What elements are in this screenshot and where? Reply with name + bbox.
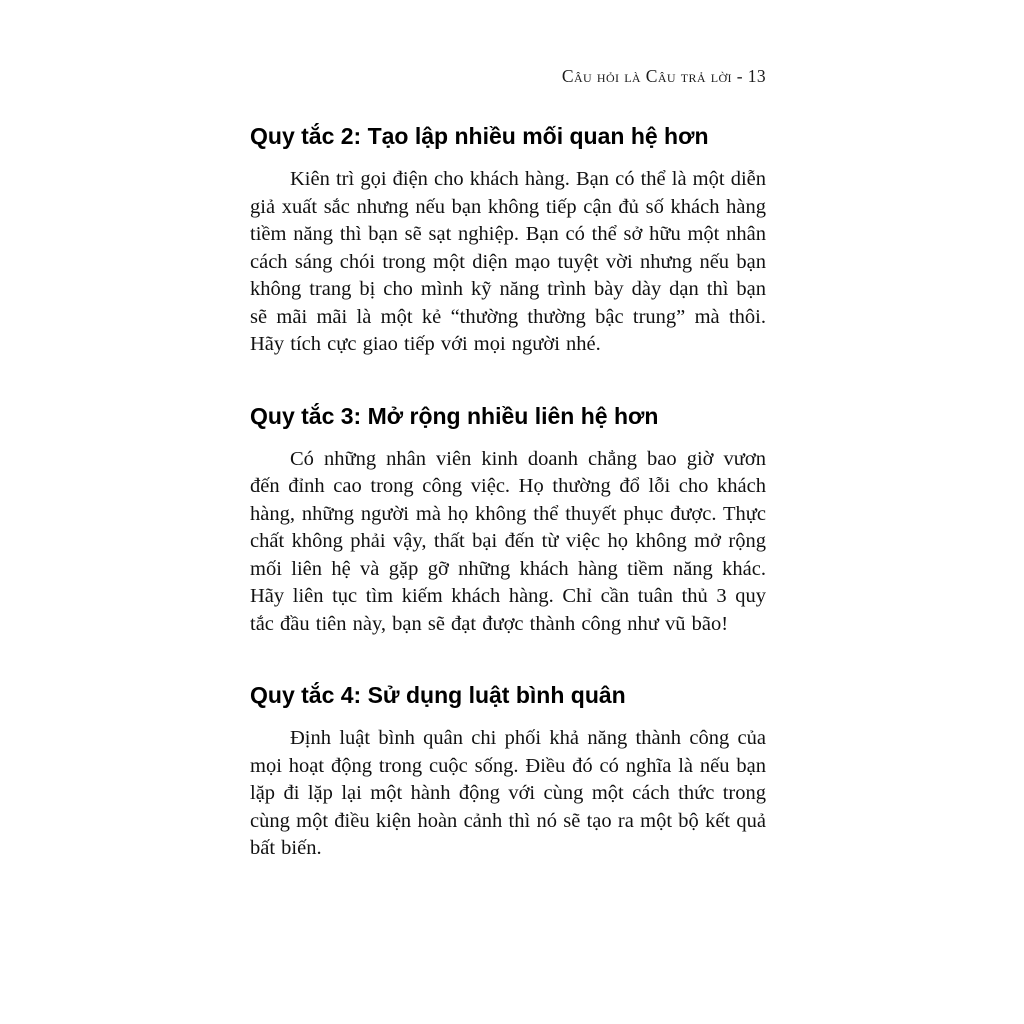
page-content: [250, 66, 766, 863]
section-body: Có những nhân viên kinh doanh chẳng bao giờ vươn đến đỉnh cao trong công việc. Họ thường đổ lỗi cho khách hàng, những người mà họ không thể thuyết phục được. Thực chất không phải vậy, thất bại đến từ việc họ không mở rộng mối liên hệ và gặp gỡ những khách hàng tiềm năng khác. Hãy liên tục tìm kiếm khách hàng. Chỉ cần tuân thủ 3 quy tắc đầu tiên này, bạn sẽ đạt được thành công như vũ bão!: [250, 447, 766, 635]
section-rule-3: [250, 403, 766, 639]
section-rule-4: [250, 682, 766, 863]
running-header: Câu hỏi là Câu trả lời - 13: [561, 66, 766, 86]
section-heading: Quy tắc 2: Tạo lập nhiều mối quan hệ hơn: [250, 123, 709, 149]
section-body: Định luật bình quân chi phối khả năng thành công của mọi hoạt động trong cuộc sống. Điều đó có nghĩa là nếu bạn lặp đi lặp lại một hành động với cùng một cách thức trong cùng một điều kiện hoàn cảnh thì nó sẽ tạo ra một bộ kết quả bất biến.: [250, 727, 766, 859]
section-body: Kiên trì gọi điện cho khách hàng. Bạn có thể là một diễn giả xuất sắc nhưng nếu bạn không tiếp cận đủ số khách hàng tiềm năng thì bạn sẽ sạt nghiệp. Bạn có thể sở hữu một nhân cách sáng chói trong một diện mạo tuyệt vời nhưng nếu bạn không trang bị cho mình kỹ năng trình bày dày dạn thì bạn sẽ mãi mãi là một kẻ “thường thường bậc trung” mà thôi. Hãy tích cực giao tiếp với mọi người nhé.: [250, 168, 766, 355]
section-heading: Quy tắc 4: Sử dụng luật bình quân: [250, 682, 626, 708]
section-rule-2: [250, 123, 766, 359]
section-heading: Quy tắc 3: Mở rộng nhiều liên hệ hơn: [250, 402, 659, 429]
